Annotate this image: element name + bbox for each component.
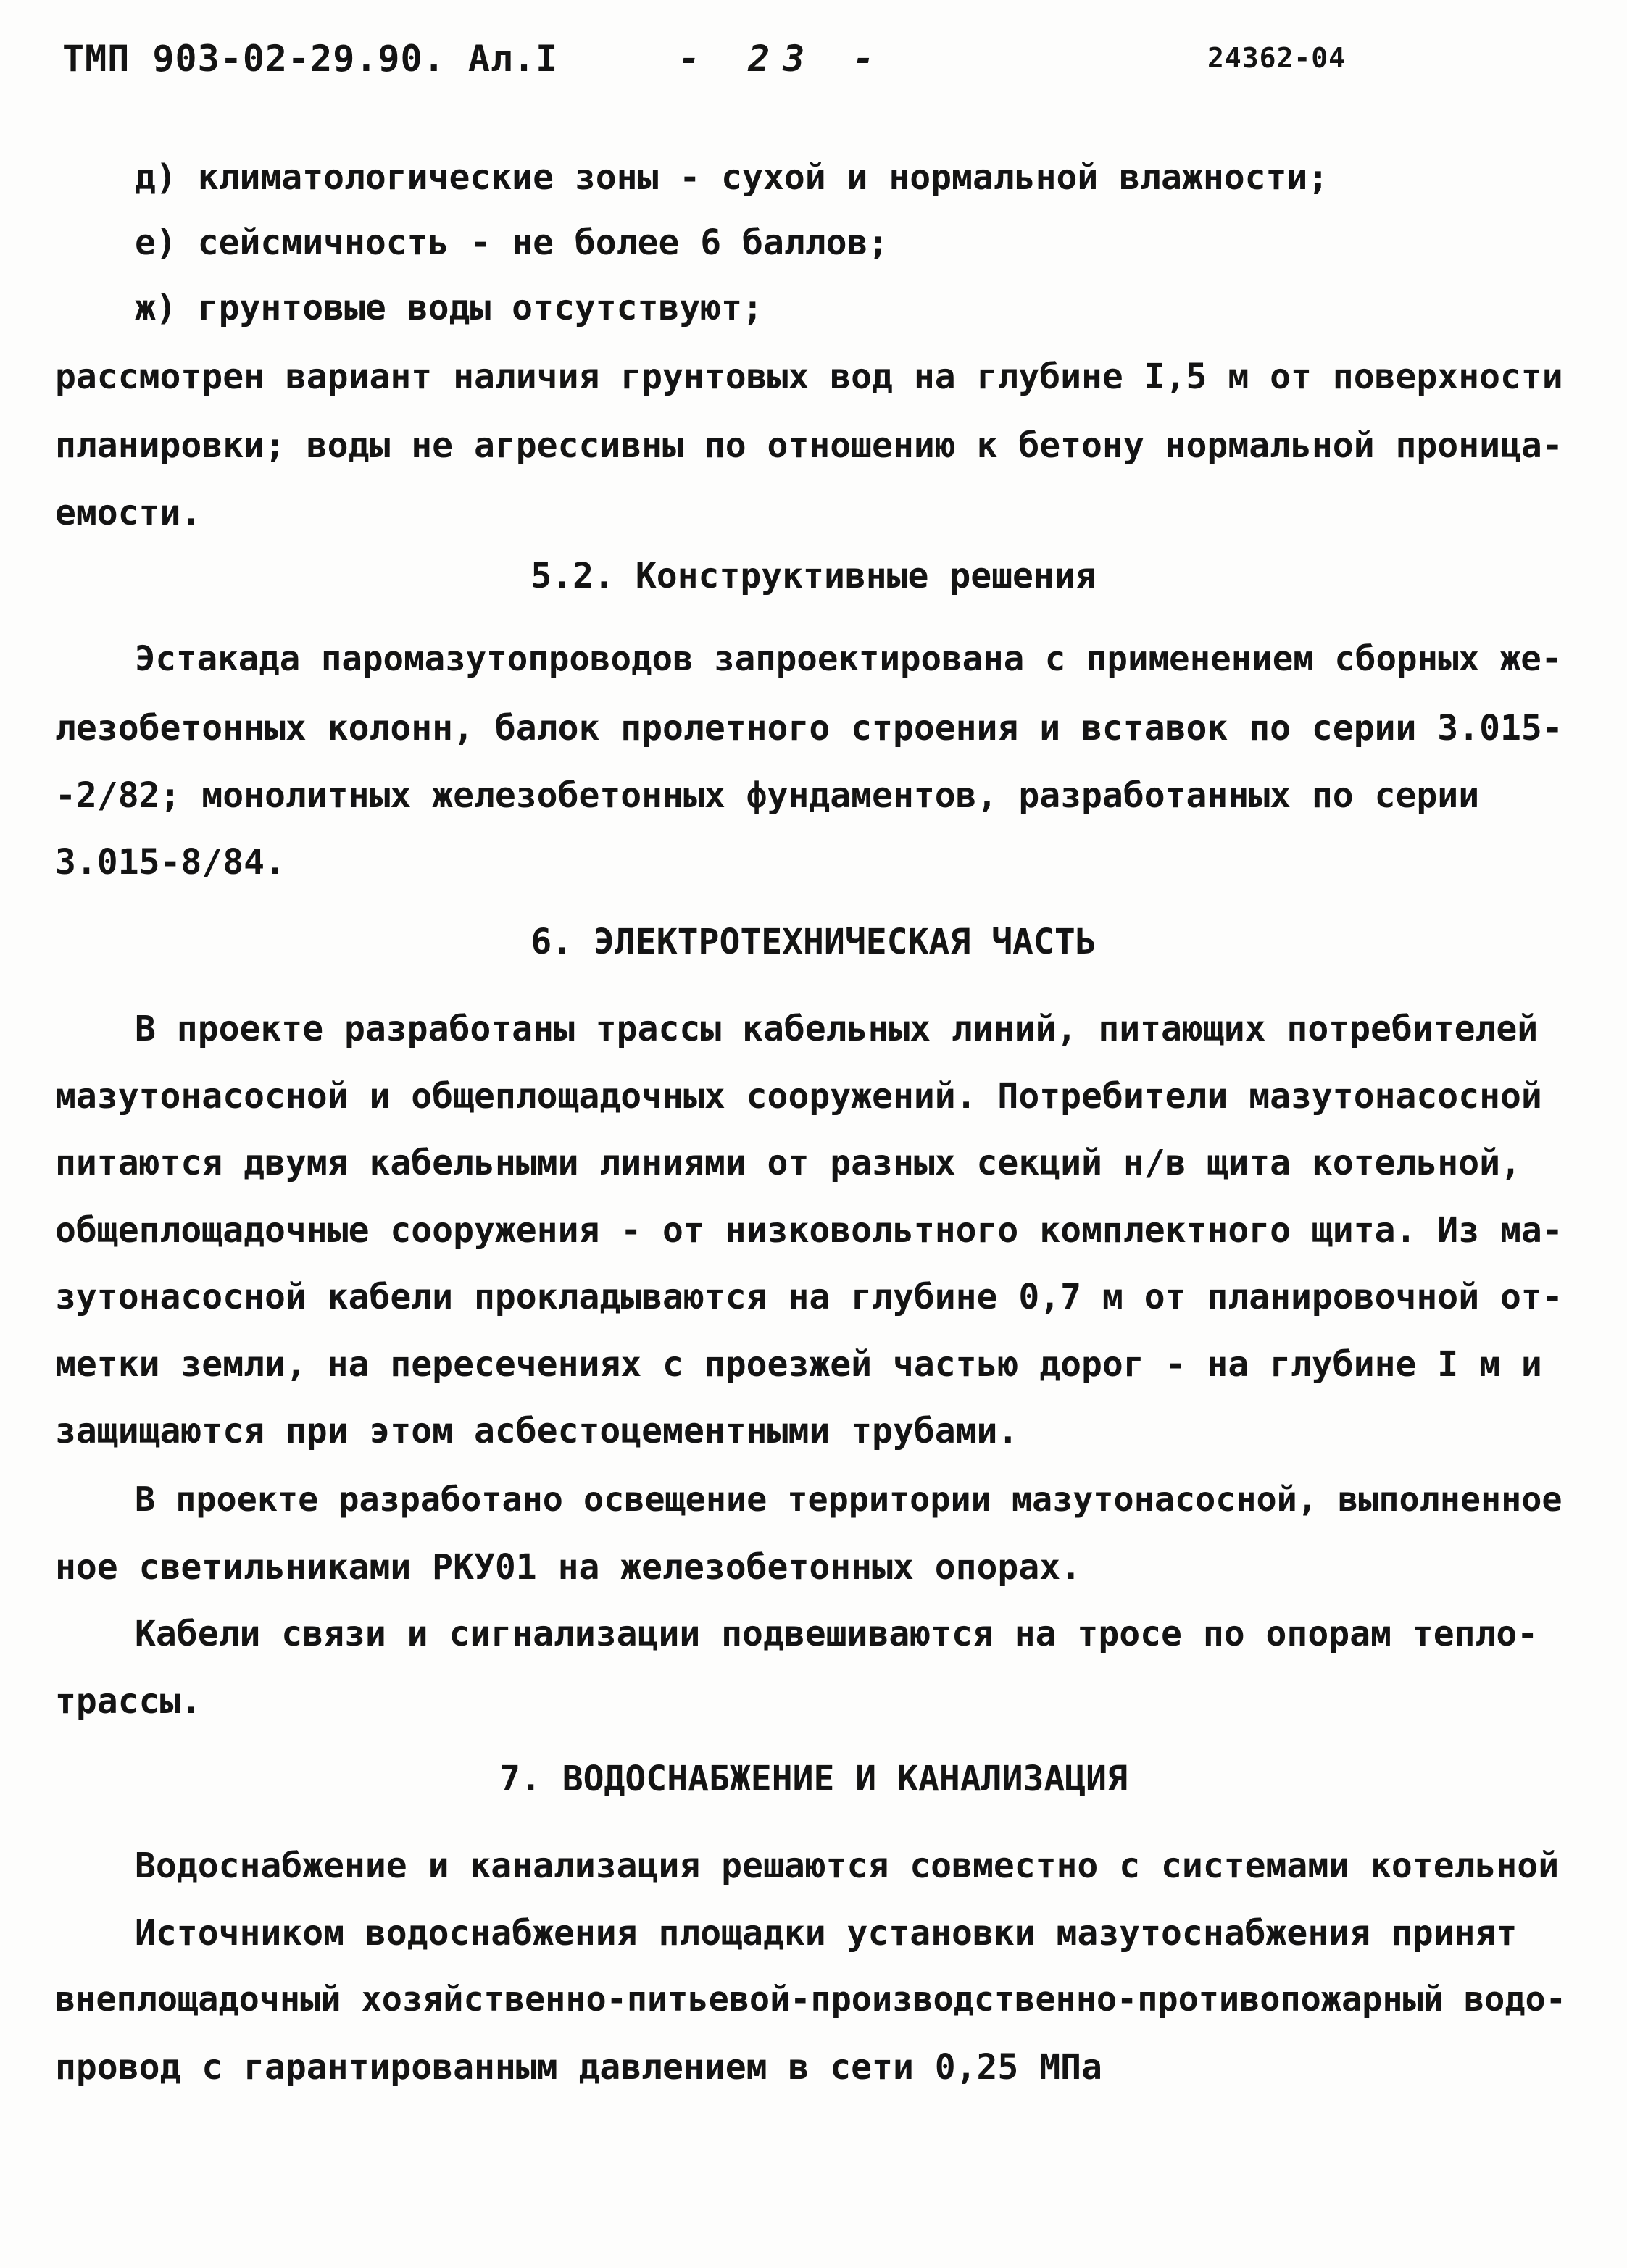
- text-line: защищаются при этом асбестоцементными трубами.: [55, 1411, 1019, 1451]
- text-line: провод с гарантированным давлением в сети 0,25 МПа: [55, 2047, 1102, 2088]
- text-line: 3.015-8/84.: [55, 842, 286, 883]
- list-item-climate: д) климатологические зоны - сухой и нормальной влажности;: [135, 157, 1329, 198]
- text-line: -2/82; монолитных железобетонных фундаментов, разработанных по серии: [55, 775, 1480, 816]
- text-line: питаются двумя кабельными линиями от разных секций н/в щита котельной,: [55, 1143, 1521, 1183]
- paragraph-first-line: Кабели связи и сигнализации подвешиваются на тросе по опорам тепло-: [135, 1614, 1539, 1654]
- paragraph-first-line: Эстакада паромазутопроводов запроектирована с применением сборных же-: [135, 639, 1562, 679]
- paragraph-first-line: Источником водоснабжения площадки установки мазутоснабжения принят: [135, 1913, 1518, 1954]
- text-line: метки земли, на пересечениях с проезжей частью дорог - на глубине I м и: [55, 1344, 1542, 1385]
- text-line: рассмотрен вариант наличия грунтовых вод на глубине I,5 м от поверхности: [55, 357, 1563, 397]
- text-line: лезобетонных колонн, балок пролетного строения и вставок по серии 3.015-: [55, 708, 1563, 749]
- section-heading-6: 6. ЭЛЕКТРОТЕХНИЧЕСКАЯ ЧАСТЬ: [530, 922, 1097, 962]
- list-item-groundwater: ж) грунтовые воды отсутствуют;: [135, 288, 763, 328]
- section-heading-7: 7. ВОДОСНАБЖЕНИЕ И КАНАЛИЗАЦИЯ: [499, 1759, 1128, 1799]
- text-line: ное светильниками РКУ01 на железобетонных опорах.: [55, 1547, 1082, 1588]
- page-header: [62, 38, 1562, 96]
- text-line: трассы.: [55, 1681, 202, 1722]
- text-line: зутонасосной кабели прокладываются на глубине 0,7 м от планировочной от-: [55, 1277, 1563, 1317]
- document-code: ТМП 903-02-29.90. Ал.I: [62, 38, 559, 80]
- paragraph-first-line: Водоснабжение и канализация решаются совместно с системами котельной: [135, 1846, 1560, 1886]
- text-line: общеплощадочные сооружения - от низковольтного комплектного щита. Из ма-: [55, 1210, 1563, 1251]
- text-line: мазутонасосной и общеплощадочных сооружений. Потребители мазутонасосной: [55, 1076, 1542, 1117]
- paragraph-first-line: В проекте разработано освещение территории мазутонасосной, выполненное: [135, 1480, 1562, 1519]
- paragraph-first-line: В проекте разработаны трассы кабельных линий, питающих потребителей: [135, 1009, 1539, 1049]
- text-line: внеплощадочный хозяйственно-питьевой-производственно-противопожарный водо-: [55, 1980, 1566, 2019]
- text-line: планировки; воды не агрессивны по отношению к бетону нормальной проница-: [55, 425, 1563, 466]
- archive-number: 24362-04: [1207, 42, 1347, 74]
- text-line: емости.: [55, 493, 202, 533]
- list-item-seismic: е) сейсмичность - не более 6 баллов;: [135, 222, 889, 263]
- section-heading-5-2: 5.2. Конструктивные решения: [530, 556, 1097, 596]
- page-number: - 23 -: [678, 38, 888, 80]
